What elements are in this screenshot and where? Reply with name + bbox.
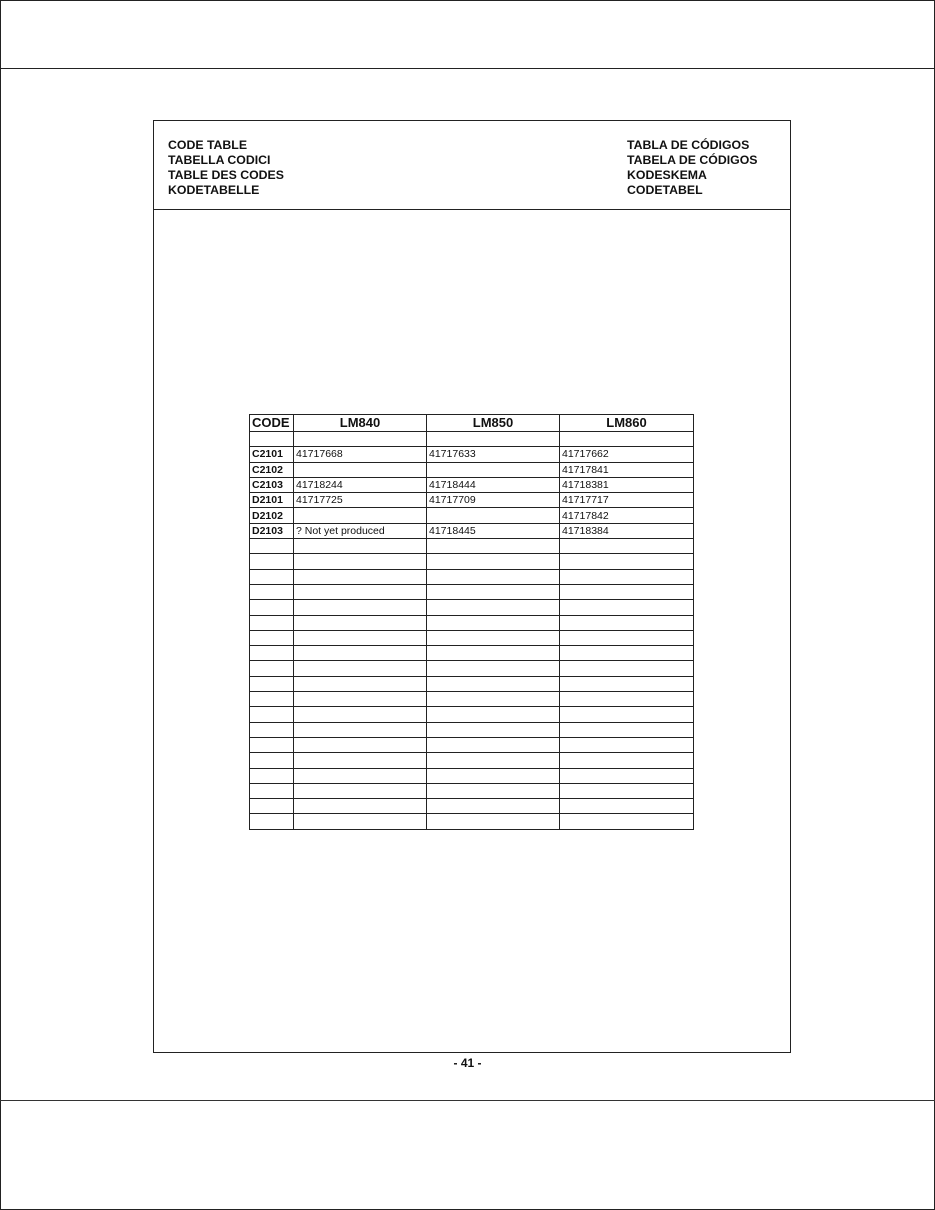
cell-code bbox=[250, 432, 294, 447]
cell-lm840 bbox=[294, 646, 427, 661]
cell-code bbox=[250, 707, 294, 722]
cell-code bbox=[250, 630, 294, 645]
cell-lm840: ? Not yet produced bbox=[294, 523, 427, 538]
cell-lm860 bbox=[560, 554, 694, 569]
cell-lm860 bbox=[560, 600, 694, 615]
cell-lm860 bbox=[560, 615, 694, 630]
cell-lm860 bbox=[560, 722, 694, 737]
cell-lm850 bbox=[427, 661, 560, 676]
table-row-empty bbox=[250, 630, 694, 645]
cell-lm840 bbox=[294, 508, 427, 523]
table-row-empty bbox=[250, 692, 694, 707]
cell-code bbox=[250, 676, 294, 691]
cell-lm850 bbox=[427, 508, 560, 523]
cell-lm860: 41717841 bbox=[560, 462, 694, 477]
title-pt: TABELA DE CÓDIGOS bbox=[627, 153, 758, 167]
table-row bbox=[250, 462, 694, 477]
cell-lm850 bbox=[427, 737, 560, 752]
cell-lm840 bbox=[294, 722, 427, 737]
table-row bbox=[250, 523, 694, 538]
cell-lm840: 41718244 bbox=[294, 477, 427, 492]
cell-lm850 bbox=[427, 692, 560, 707]
table-row-empty bbox=[250, 554, 694, 569]
table-row-empty bbox=[250, 814, 694, 829]
cell-lm840 bbox=[294, 814, 427, 829]
cell-code: C2101 bbox=[250, 447, 294, 462]
table-row-empty bbox=[250, 783, 694, 798]
header-titles-left bbox=[168, 138, 284, 198]
cell-code bbox=[250, 554, 294, 569]
cell-lm850 bbox=[427, 600, 560, 615]
cell-lm850 bbox=[427, 722, 560, 737]
cell-lm860 bbox=[560, 676, 694, 691]
table-row-empty bbox=[250, 539, 694, 554]
cell-lm840 bbox=[294, 753, 427, 768]
cell-lm860 bbox=[560, 539, 694, 554]
cell-lm840 bbox=[294, 584, 427, 599]
table-row-empty bbox=[250, 768, 694, 783]
document-page bbox=[153, 120, 791, 1053]
column-header-lm850: LM850 bbox=[427, 415, 560, 432]
title-da: KODESKEMA bbox=[627, 168, 707, 182]
cell-lm840 bbox=[294, 615, 427, 630]
column-header-lm840: LM840 bbox=[294, 415, 427, 432]
table-row bbox=[250, 493, 694, 508]
cell-code: D2101 bbox=[250, 493, 294, 508]
cell-lm850 bbox=[427, 584, 560, 599]
title-nl: CODETABEL bbox=[627, 183, 703, 197]
cell-code bbox=[250, 646, 294, 661]
cell-lm860: 41718381 bbox=[560, 477, 694, 492]
table-row-empty bbox=[250, 615, 694, 630]
cell-lm840 bbox=[294, 692, 427, 707]
title-fr: TABLE DES CODES bbox=[168, 168, 284, 182]
cell-lm860 bbox=[560, 646, 694, 661]
cell-lm850 bbox=[427, 646, 560, 661]
cell-code bbox=[250, 692, 294, 707]
table-row-empty bbox=[250, 600, 694, 615]
cell-lm840 bbox=[294, 630, 427, 645]
cell-code: D2103 bbox=[250, 523, 294, 538]
table-row-empty bbox=[250, 646, 694, 661]
table-row bbox=[250, 447, 694, 462]
cell-lm840 bbox=[294, 768, 427, 783]
cell-code: C2103 bbox=[250, 477, 294, 492]
top-band-divider bbox=[0, 68, 935, 69]
cell-lm840 bbox=[294, 554, 427, 569]
cell-code bbox=[250, 783, 294, 798]
cell-code bbox=[250, 615, 294, 630]
table-row-empty bbox=[250, 676, 694, 691]
code-table bbox=[249, 414, 694, 830]
table-row-empty bbox=[250, 722, 694, 737]
bottom-band-divider bbox=[0, 1100, 935, 1101]
cell-lm840: 41717668 bbox=[294, 447, 427, 462]
cell-code: D2102 bbox=[250, 508, 294, 523]
cell-lm860 bbox=[560, 737, 694, 752]
title-en: CODE TABLE bbox=[168, 138, 248, 152]
cell-code bbox=[250, 814, 294, 829]
cell-lm850 bbox=[427, 539, 560, 554]
cell-lm840: 41717725 bbox=[294, 493, 427, 508]
cell-lm860 bbox=[560, 692, 694, 707]
cell-lm840 bbox=[294, 707, 427, 722]
cell-lm840 bbox=[294, 661, 427, 676]
table-header-row bbox=[250, 415, 694, 432]
cell-lm850: 41718444 bbox=[427, 477, 560, 492]
cell-lm850 bbox=[427, 432, 560, 447]
cell-lm860 bbox=[560, 814, 694, 829]
cell-lm850 bbox=[427, 707, 560, 722]
cell-lm860 bbox=[560, 432, 694, 447]
cell-lm860: 41717717 bbox=[560, 493, 694, 508]
table-row-empty bbox=[250, 753, 694, 768]
cell-lm840 bbox=[294, 676, 427, 691]
column-header-lm860: LM860 bbox=[560, 415, 694, 432]
column-header-code: CODE bbox=[250, 415, 294, 432]
cell-lm840 bbox=[294, 799, 427, 814]
cell-code bbox=[250, 661, 294, 676]
cell-lm850 bbox=[427, 768, 560, 783]
cell-code bbox=[250, 737, 294, 752]
cell-code bbox=[250, 600, 294, 615]
table-row-empty bbox=[250, 737, 694, 752]
cell-lm840 bbox=[294, 569, 427, 584]
title-it: TABELLA CODICI bbox=[168, 153, 271, 167]
cell-lm850 bbox=[427, 630, 560, 645]
cell-lm850 bbox=[427, 615, 560, 630]
cell-lm840 bbox=[294, 539, 427, 554]
title-no: KODETABELLE bbox=[168, 183, 260, 197]
cell-lm850: 41718445 bbox=[427, 523, 560, 538]
table-row-empty bbox=[250, 799, 694, 814]
cell-code bbox=[250, 722, 294, 737]
cell-lm840 bbox=[294, 600, 427, 615]
cell-code bbox=[250, 768, 294, 783]
cell-lm840 bbox=[294, 737, 427, 752]
cell-lm850 bbox=[427, 814, 560, 829]
table-row-empty bbox=[250, 584, 694, 599]
cell-lm840 bbox=[294, 432, 427, 447]
cell-lm850 bbox=[427, 462, 560, 477]
cell-lm860 bbox=[560, 799, 694, 814]
cell-lm860 bbox=[560, 584, 694, 599]
cell-lm850: 41717709 bbox=[427, 493, 560, 508]
cell-lm840 bbox=[294, 462, 427, 477]
cell-lm850 bbox=[427, 676, 560, 691]
cell-lm860 bbox=[560, 630, 694, 645]
cell-lm860 bbox=[560, 707, 694, 722]
table-row bbox=[250, 432, 694, 447]
table-row-empty bbox=[250, 661, 694, 676]
cell-lm860 bbox=[560, 783, 694, 798]
cell-code bbox=[250, 569, 294, 584]
cell-lm860: 41718384 bbox=[560, 523, 694, 538]
cell-lm850 bbox=[427, 753, 560, 768]
cell-lm850 bbox=[427, 554, 560, 569]
cell-code: C2102 bbox=[250, 462, 294, 477]
cell-lm860 bbox=[560, 753, 694, 768]
header-titles-right bbox=[627, 138, 758, 198]
cell-lm860: 41717662 bbox=[560, 447, 694, 462]
cell-lm860 bbox=[560, 661, 694, 676]
cell-lm850 bbox=[427, 569, 560, 584]
cell-code bbox=[250, 799, 294, 814]
cell-code bbox=[250, 753, 294, 768]
cell-lm860: 41717842 bbox=[560, 508, 694, 523]
cell-code bbox=[250, 539, 294, 554]
cell-lm850: 41717633 bbox=[427, 447, 560, 462]
cell-code bbox=[250, 584, 294, 599]
title-es: TABLA DE CÓDIGOS bbox=[627, 138, 750, 152]
cell-lm850 bbox=[427, 783, 560, 798]
table-row-empty bbox=[250, 707, 694, 722]
cell-lm840 bbox=[294, 783, 427, 798]
page-header bbox=[154, 121, 790, 210]
cell-lm860 bbox=[560, 569, 694, 584]
cell-lm850 bbox=[427, 799, 560, 814]
page-number: - 41 - bbox=[453, 1056, 482, 1070]
table-row bbox=[250, 508, 694, 523]
table-row bbox=[250, 477, 694, 492]
cell-lm860 bbox=[560, 768, 694, 783]
table-row-empty bbox=[250, 569, 694, 584]
